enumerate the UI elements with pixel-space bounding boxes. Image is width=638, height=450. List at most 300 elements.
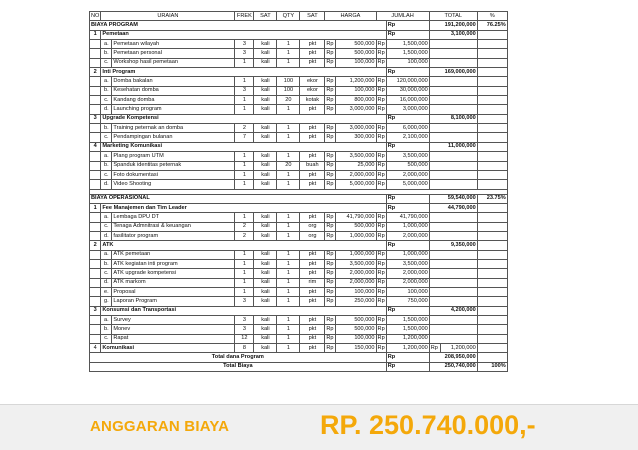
no-cell — [90, 287, 101, 296]
item-name: Domba bakalan — [112, 77, 235, 86]
qty-value: 1 — [277, 49, 300, 58]
harga-currency: Rp — [325, 77, 335, 86]
total-cell — [429, 325, 477, 334]
item-row — [90, 170, 508, 179]
jumlah-value: 1,500,000 — [386, 325, 429, 334]
header-row — [90, 12, 508, 21]
sat-value: kali — [254, 334, 277, 343]
item-letter: b. — [101, 49, 112, 58]
item-row — [90, 287, 508, 296]
sat2-value: rim — [300, 278, 325, 287]
item-row — [90, 152, 508, 161]
percent-cell — [477, 250, 507, 259]
total-currency: Rp — [386, 194, 429, 203]
section-row — [90, 21, 508, 30]
total-cell — [429, 170, 477, 179]
jumlah-currency: Rp — [376, 250, 386, 259]
header-total: TOTAL — [429, 12, 477, 21]
item-row — [90, 58, 508, 67]
item-row — [90, 259, 508, 268]
total-currency: Rp — [386, 241, 429, 250]
harga-currency: Rp — [325, 58, 335, 67]
frek-value: 1 — [235, 152, 254, 161]
frek-value: 1 — [235, 287, 254, 296]
item-name: Pendampingan bulanan — [112, 133, 235, 142]
total-currency: Rp — [386, 68, 429, 77]
group-no: 3 — [90, 114, 101, 123]
item-letter: d. — [101, 231, 112, 240]
percent-cell — [477, 269, 507, 278]
item-letter: g. — [101, 297, 112, 306]
total-cell — [429, 269, 477, 278]
jumlah-currency: Rp — [376, 213, 386, 222]
summary-row — [90, 353, 508, 362]
sat-value: kali — [254, 222, 277, 231]
percent-cell — [477, 231, 507, 240]
sat-value: kali — [254, 49, 277, 58]
qty-value: 100 — [277, 77, 300, 86]
total-cell — [429, 161, 477, 170]
item-name: Plang program UTM — [112, 152, 235, 161]
budget-table — [89, 11, 508, 372]
percent-cell — [477, 133, 507, 142]
item-letter: c. — [101, 170, 112, 179]
percent-cell — [477, 58, 507, 67]
item-row — [90, 49, 508, 58]
total-currency: Rp — [386, 362, 429, 371]
jumlah-value: 750,000 — [386, 297, 429, 306]
harga-value: 1,000,000 — [335, 250, 376, 259]
no-cell — [90, 278, 101, 287]
group-row — [90, 306, 508, 315]
total-cell — [429, 250, 477, 259]
percent-cell — [477, 170, 507, 179]
item-row — [90, 40, 508, 49]
harga-currency: Rp — [325, 269, 335, 278]
item-name: Launching program — [112, 105, 235, 114]
jumlah-currency: Rp — [376, 124, 386, 133]
item-name: Monev — [112, 325, 235, 334]
total-cell — [429, 180, 477, 189]
sat2-value: pkt — [300, 152, 325, 161]
total-cell — [429, 231, 477, 240]
group-row — [90, 203, 508, 212]
group-row — [90, 114, 508, 123]
total-cell — [429, 133, 477, 142]
percent-cell — [477, 334, 507, 343]
qty-value: 1 — [277, 344, 300, 353]
no-cell — [90, 325, 101, 334]
harga-value: 5,000,000 — [335, 180, 376, 189]
harga-currency: Rp — [325, 105, 335, 114]
percent-cell — [477, 86, 507, 95]
item-row — [90, 278, 508, 287]
group-row — [90, 241, 508, 250]
percent-cell — [477, 297, 507, 306]
total-value: 3,100,000 — [429, 30, 477, 39]
jumlah-currency: Rp — [376, 77, 386, 86]
item-row — [90, 124, 508, 133]
harga-value: 1,000,000 — [335, 231, 376, 240]
total-currency: Rp — [386, 30, 429, 39]
no-cell — [90, 161, 101, 170]
frek-value: 8 — [235, 344, 254, 353]
header-sat: SAT — [254, 12, 277, 21]
total-cell — [429, 49, 477, 58]
harga-value: 3,000,000 — [335, 124, 376, 133]
percent-cell — [477, 68, 507, 77]
jumlah-currency: Rp — [376, 161, 386, 170]
sat2-value: pkt — [300, 58, 325, 67]
group-name: Inti Program — [101, 68, 386, 77]
jumlah-value: 1,500,000 — [386, 40, 429, 49]
item-letter: a. — [101, 213, 112, 222]
harga-value: 100,000 — [335, 86, 376, 95]
item-name: Survey — [112, 316, 235, 325]
sat2-value: buah — [300, 161, 325, 170]
qty-value: 1 — [277, 297, 300, 306]
item-row — [90, 213, 508, 222]
total-cell — [429, 152, 477, 161]
group-name: Pemetaan — [101, 30, 386, 39]
harga-currency: Rp — [325, 297, 335, 306]
jumlah-value: 100,000 — [386, 287, 429, 296]
qty-value: 1 — [277, 269, 300, 278]
percent-cell — [477, 96, 507, 105]
total-value: 59,540,000 — [429, 194, 477, 203]
harga-value: 100,000 — [335, 58, 376, 67]
harga-value: 2,000,000 — [335, 278, 376, 287]
item-letter: d. — [101, 105, 112, 114]
percent-cell — [477, 142, 507, 151]
item-row — [90, 325, 508, 334]
section-row — [90, 194, 508, 203]
item-row — [90, 180, 508, 189]
item-letter: d. — [101, 278, 112, 287]
percent-cell — [477, 222, 507, 231]
frek-value: 1 — [235, 250, 254, 259]
frek-value: 2 — [235, 124, 254, 133]
sat2-value: pkt — [300, 344, 325, 353]
percent-cell — [477, 259, 507, 268]
group-name: Konsumsi dan Transportasi — [101, 306, 386, 315]
harga-currency: Rp — [325, 124, 335, 133]
jumlah-value: 2,000,000 — [386, 170, 429, 179]
sat-value: kali — [254, 213, 277, 222]
item-letter: a. — [101, 40, 112, 49]
no-cell — [90, 124, 101, 133]
jumlah-value: 41,790,000 — [386, 213, 429, 222]
group-name: Upgrade Kompetensi — [101, 114, 386, 123]
harga-value: 500,000 — [335, 325, 376, 334]
total-currency: Rp — [429, 344, 440, 353]
percent-cell — [477, 180, 507, 189]
qty-value: 1 — [277, 124, 300, 133]
budget-amount: RP. 250.740.000,- — [320, 410, 536, 440]
item-row — [90, 222, 508, 231]
harga-currency: Rp — [325, 334, 335, 343]
item-row — [90, 86, 508, 95]
group-name: ATK — [101, 241, 386, 250]
total-currency: Rp — [386, 353, 429, 362]
no-cell — [90, 170, 101, 179]
sat-value: kali — [254, 152, 277, 161]
header-qty: QTY — [277, 12, 300, 21]
qty-value: 1 — [277, 334, 300, 343]
percent-value — [477, 353, 507, 362]
harga-currency: Rp — [325, 222, 335, 231]
total-cell — [429, 96, 477, 105]
total-cell — [429, 40, 477, 49]
item-letter: c. — [101, 58, 112, 67]
no-cell — [90, 180, 101, 189]
percent-cell — [477, 316, 507, 325]
frek-value: 1 — [235, 259, 254, 268]
no-cell — [90, 250, 101, 259]
frek-value: 1 — [235, 269, 254, 278]
sat2-value: kotak — [300, 96, 325, 105]
sat2-value: pkt — [300, 213, 325, 222]
sat2-value: pkt — [300, 49, 325, 58]
item-letter: e. — [101, 287, 112, 296]
jumlah-currency: Rp — [376, 344, 386, 353]
total-cell — [429, 77, 477, 86]
percent-cell — [477, 306, 507, 315]
no-cell — [90, 133, 101, 142]
percent-value: 100% — [477, 362, 507, 371]
item-letter: c. — [101, 334, 112, 343]
frek-value: 3 — [235, 316, 254, 325]
sat-value: kali — [254, 250, 277, 259]
jumlah-value: 3,500,000 — [386, 152, 429, 161]
sat2-value: pkt — [300, 170, 325, 179]
harga-currency: Rp — [325, 96, 335, 105]
harga-currency: Rp — [325, 278, 335, 287]
frek-value: 1 — [235, 161, 254, 170]
total-currency: Rp — [386, 21, 429, 30]
qty-value: 1 — [277, 105, 300, 114]
item-letter: b. — [101, 259, 112, 268]
jumlah-currency: Rp — [376, 86, 386, 95]
item-letter: c. — [101, 222, 112, 231]
jumlah-currency: Rp — [376, 133, 386, 142]
item-name: fasilitator program — [112, 231, 235, 240]
sat-value: kali — [254, 231, 277, 240]
total-currency: Rp — [386, 203, 429, 212]
harga-value: 500,000 — [335, 222, 376, 231]
sat2-value: pkt — [300, 40, 325, 49]
sat-value: kali — [254, 124, 277, 133]
qty-value: 1 — [277, 213, 300, 222]
sat2-value: pkt — [300, 250, 325, 259]
harga-value: 150,000 — [335, 344, 376, 353]
jumlah-value: 2,000,000 — [386, 231, 429, 240]
group-row — [90, 344, 508, 353]
sat2-value: pkt — [300, 124, 325, 133]
item-letter: c. — [101, 269, 112, 278]
sat-value: kali — [254, 269, 277, 278]
qty-value: 1 — [277, 278, 300, 287]
total-currency: Rp — [386, 142, 429, 151]
qty-value: 100 — [277, 86, 300, 95]
harga-value: 3,000,000 — [335, 105, 376, 114]
percent-cell — [477, 344, 507, 353]
percent-cell — [477, 325, 507, 334]
item-row — [90, 105, 508, 114]
summary-name: Total dana Program — [90, 353, 387, 362]
item-name: ATK upgrade kompetensi — [112, 269, 235, 278]
no-cell — [90, 297, 101, 306]
group-row — [90, 30, 508, 39]
percent-value: 76.25% — [477, 21, 507, 30]
frek-value: 1 — [235, 278, 254, 287]
sat-value: kali — [254, 344, 277, 353]
item-name: Pemetaan personal — [112, 49, 235, 58]
frek-value: 2 — [235, 222, 254, 231]
jumlah-value: 1,200,000 — [386, 334, 429, 343]
header-jumlah: JUMLAH — [376, 12, 429, 21]
jumlah-value: 2,000,000 — [386, 269, 429, 278]
sat2-value: pkt — [300, 316, 325, 325]
jumlah-value: 1,000,000 — [386, 250, 429, 259]
item-letter: a. — [101, 316, 112, 325]
jumlah-value: 16,000,000 — [386, 96, 429, 105]
total-value: 44,790,000 — [429, 203, 477, 212]
harga-currency: Rp — [325, 287, 335, 296]
sat2-value: pkt — [300, 259, 325, 268]
harga-currency: Rp — [325, 133, 335, 142]
jumlah-currency: Rp — [376, 287, 386, 296]
qty-value: 1 — [277, 170, 300, 179]
sat-value: kali — [254, 316, 277, 325]
jumlah-value: 120,000,000 — [386, 77, 429, 86]
total-cell — [429, 213, 477, 222]
percent-cell — [477, 241, 507, 250]
group-no: 1 — [90, 30, 101, 39]
sat-value: kali — [254, 133, 277, 142]
total-value: 8,100,000 — [429, 114, 477, 123]
qty-value: 20 — [277, 161, 300, 170]
item-letter: d. — [101, 180, 112, 189]
item-row — [90, 161, 508, 170]
group-no: 3 — [90, 306, 101, 315]
total-value: 191,200,000 — [429, 21, 477, 30]
sat2-value: pkt — [300, 105, 325, 114]
harga-currency: Rp — [325, 170, 335, 179]
jumlah-currency: Rp — [376, 269, 386, 278]
sat-value: kali — [254, 297, 277, 306]
jumlah-currency: Rp — [376, 152, 386, 161]
jumlah-value: 5,000,000 — [386, 180, 429, 189]
item-name: Laporan Program — [112, 297, 235, 306]
item-letter: a. — [101, 77, 112, 86]
qty-value: 1 — [277, 250, 300, 259]
jumlah-value: 3,500,000 — [386, 259, 429, 268]
header-no: NO — [90, 12, 101, 21]
item-name: ATK kegiatan inti program — [112, 259, 235, 268]
section-name: BIAYA OPERASIONAL — [90, 194, 387, 203]
jumlah-currency: Rp — [376, 222, 386, 231]
percent-cell — [477, 152, 507, 161]
jumlah-value: 1,500,000 — [386, 316, 429, 325]
sat2-value: org — [300, 222, 325, 231]
sat-value: kali — [254, 287, 277, 296]
harga-currency: Rp — [325, 213, 335, 222]
jumlah-currency: Rp — [376, 297, 386, 306]
jumlah-value: 6,000,000 — [386, 124, 429, 133]
harga-value: 2,000,000 — [335, 269, 376, 278]
sat-value: kali — [254, 96, 277, 105]
item-name: Pemetaan wilayah — [112, 40, 235, 49]
frek-value: 12 — [235, 334, 254, 343]
jumlah-currency: Rp — [376, 96, 386, 105]
sat-value: kali — [254, 40, 277, 49]
no-cell — [90, 58, 101, 67]
sat2-value: pkt — [300, 334, 325, 343]
harga-currency: Rp — [325, 250, 335, 259]
no-cell — [90, 105, 101, 114]
jumlah-value: 3,000,000 — [386, 105, 429, 114]
sat-value: kali — [254, 58, 277, 67]
harga-currency: Rp — [325, 180, 335, 189]
sat2-value: pkt — [300, 297, 325, 306]
item-letter: c. — [101, 133, 112, 142]
group-no: 2 — [90, 68, 101, 77]
jumlah-currency: Rp — [376, 334, 386, 343]
item-row — [90, 133, 508, 142]
sat-value: kali — [254, 180, 277, 189]
harga-currency: Rp — [325, 49, 335, 58]
qty-value: 1 — [277, 259, 300, 268]
harga-value: 500,000 — [335, 49, 376, 58]
jumlah-currency: Rp — [376, 231, 386, 240]
sat-value: kali — [254, 259, 277, 268]
item-name: Tenaga Admnitrasi & keuangan — [112, 222, 235, 231]
item-row — [90, 297, 508, 306]
sat-value: kali — [254, 170, 277, 179]
total-value: 250,740,000 — [429, 362, 477, 371]
item-row — [90, 269, 508, 278]
percent-cell — [477, 287, 507, 296]
item-row — [90, 77, 508, 86]
no-cell — [90, 152, 101, 161]
total-cell — [429, 58, 477, 67]
sat2-value: pkt — [300, 180, 325, 189]
percent-value: 23.75% — [477, 194, 507, 203]
item-name: Foto dokumentasi — [112, 170, 235, 179]
harga-value: 100,000 — [335, 334, 376, 343]
total-cell — [429, 222, 477, 231]
harga-value: 250,000 — [335, 297, 376, 306]
jumlah-currency: Rp — [376, 259, 386, 268]
sat2-value: ekor — [300, 77, 325, 86]
no-cell — [90, 40, 101, 49]
percent-cell — [477, 161, 507, 170]
jumlah-currency: Rp — [376, 58, 386, 67]
item-letter: b. — [101, 86, 112, 95]
item-row — [90, 316, 508, 325]
harga-value: 3,500,000 — [335, 259, 376, 268]
footer-band — [0, 404, 638, 450]
qty-value: 1 — [277, 40, 300, 49]
sat-value: kali — [254, 161, 277, 170]
percent-cell — [477, 124, 507, 133]
no-cell — [90, 231, 101, 240]
total-cell — [429, 278, 477, 287]
percent-cell — [477, 77, 507, 86]
harga-value: 500,000 — [335, 316, 376, 325]
item-letter: a. — [101, 152, 112, 161]
